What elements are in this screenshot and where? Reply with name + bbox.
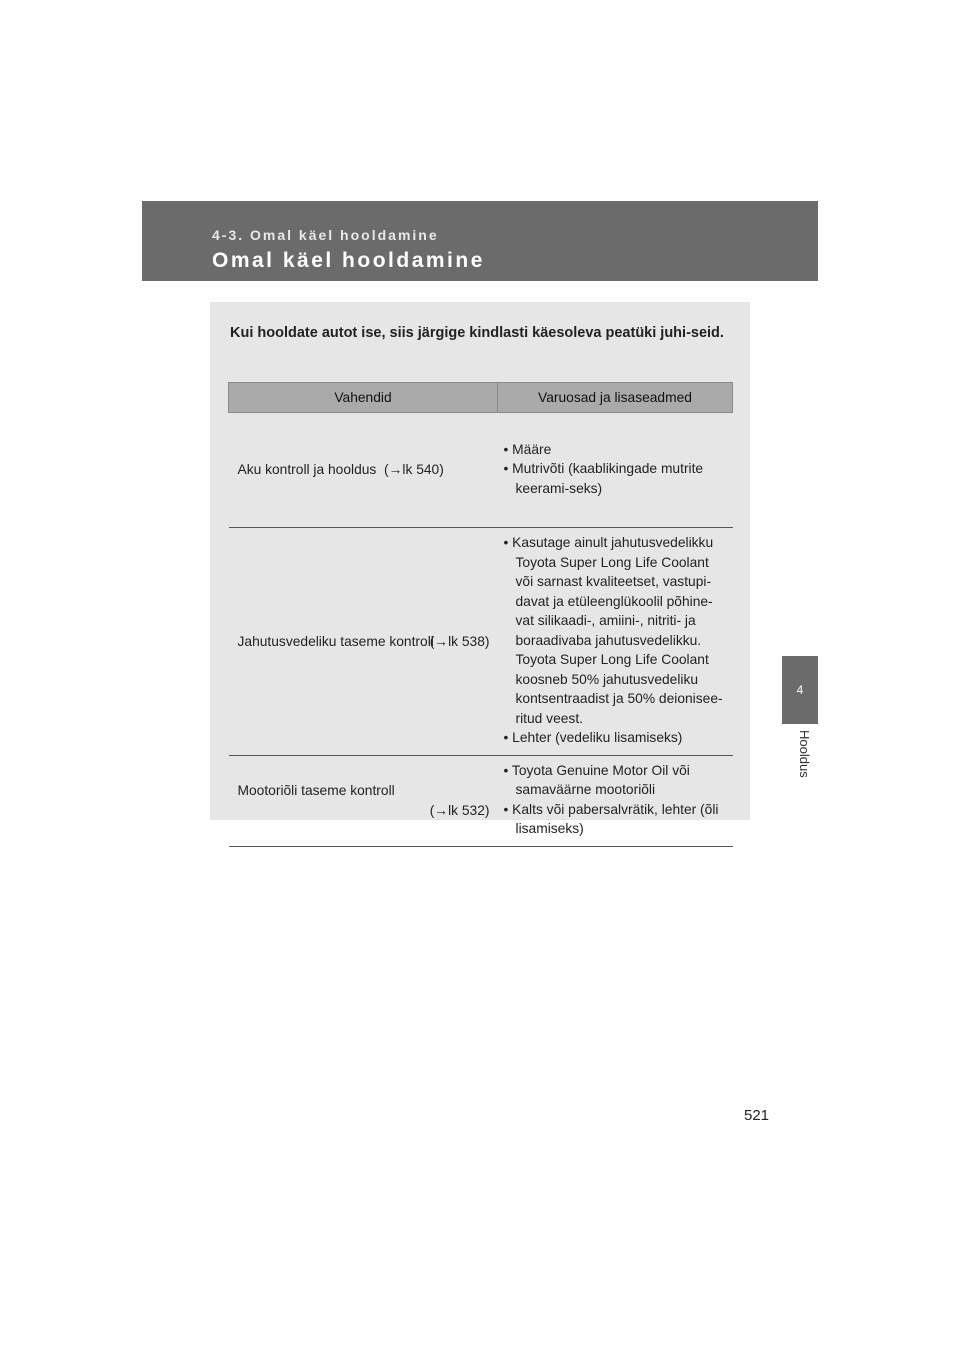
parts-cell (498, 413, 733, 528)
page-reference-link[interactable]: (→lk 532) (429, 802, 490, 818)
parts-cell (498, 528, 733, 756)
list-item: • Kalts või pabersalvrätik, lehter (õli lisamiseks) (503, 801, 719, 836)
chapter-tab[interactable] (782, 656, 818, 724)
tool-cell (229, 755, 498, 846)
tool-name: Aku kontroll ja hooldus (237, 462, 377, 478)
table-row (229, 413, 733, 528)
column-header-parts: Varuosad ja lisaseadmed (498, 383, 733, 413)
info-panel (210, 302, 750, 836)
parts-cell (498, 755, 733, 846)
table-row (229, 528, 733, 756)
chapter-number: 4 (796, 683, 804, 697)
tool-name: Jahutusvedeliku taseme kontroll (237, 633, 434, 649)
tools-table (228, 382, 733, 847)
list-item: • Määre (503, 441, 552, 457)
tool-name: Mootoriõli taseme kontroll (237, 783, 395, 798)
table-row (229, 755, 733, 846)
page-reference-link[interactable]: (→lk 538) (429, 633, 490, 649)
tool-cell (229, 528, 498, 756)
tool-cell (229, 413, 498, 528)
page-number: 521 (744, 1107, 770, 1124)
section-label: 4-3. Omal käel hooldamine (212, 227, 439, 243)
column-header-tools: Vahendid (229, 383, 498, 413)
page-reference-link[interactable]: (→lk 540) (384, 462, 444, 478)
list-item: • Kasutage ainult jahutusvedelikku Toyota Super Long Life Coolant või sarnast kvaliteetset, vastupi-davat ja etüleenglükoolil põhine-vat silikaadi-, amiini-, nitriti- ja boraadivaba jahutusvedelikku. Toyota Super Long Life Coolant koosneb 50% jahutusvedeliku kontsentraadist ja 50% deionisee-ritud veest. (503, 535, 723, 726)
chapter-label: Hooldus (797, 730, 812, 778)
table-header-row (229, 383, 733, 413)
list-item: • Lehter (vedeliku lisamiseks) (503, 730, 683, 745)
list-item: • Toyota Genuine Motor Oil või samaväärne mootoriõli (503, 762, 690, 797)
header-band (142, 201, 818, 281)
page-title: Omal käel hooldamine (212, 249, 485, 272)
list-item: • Mutrivõti (kaablikingade mutrite keerami-seks) (503, 461, 704, 496)
intro-text: Kui hooldate autot ise, siis järgige kindlasti käesoleva peatüki juhi-seid. (230, 325, 724, 341)
